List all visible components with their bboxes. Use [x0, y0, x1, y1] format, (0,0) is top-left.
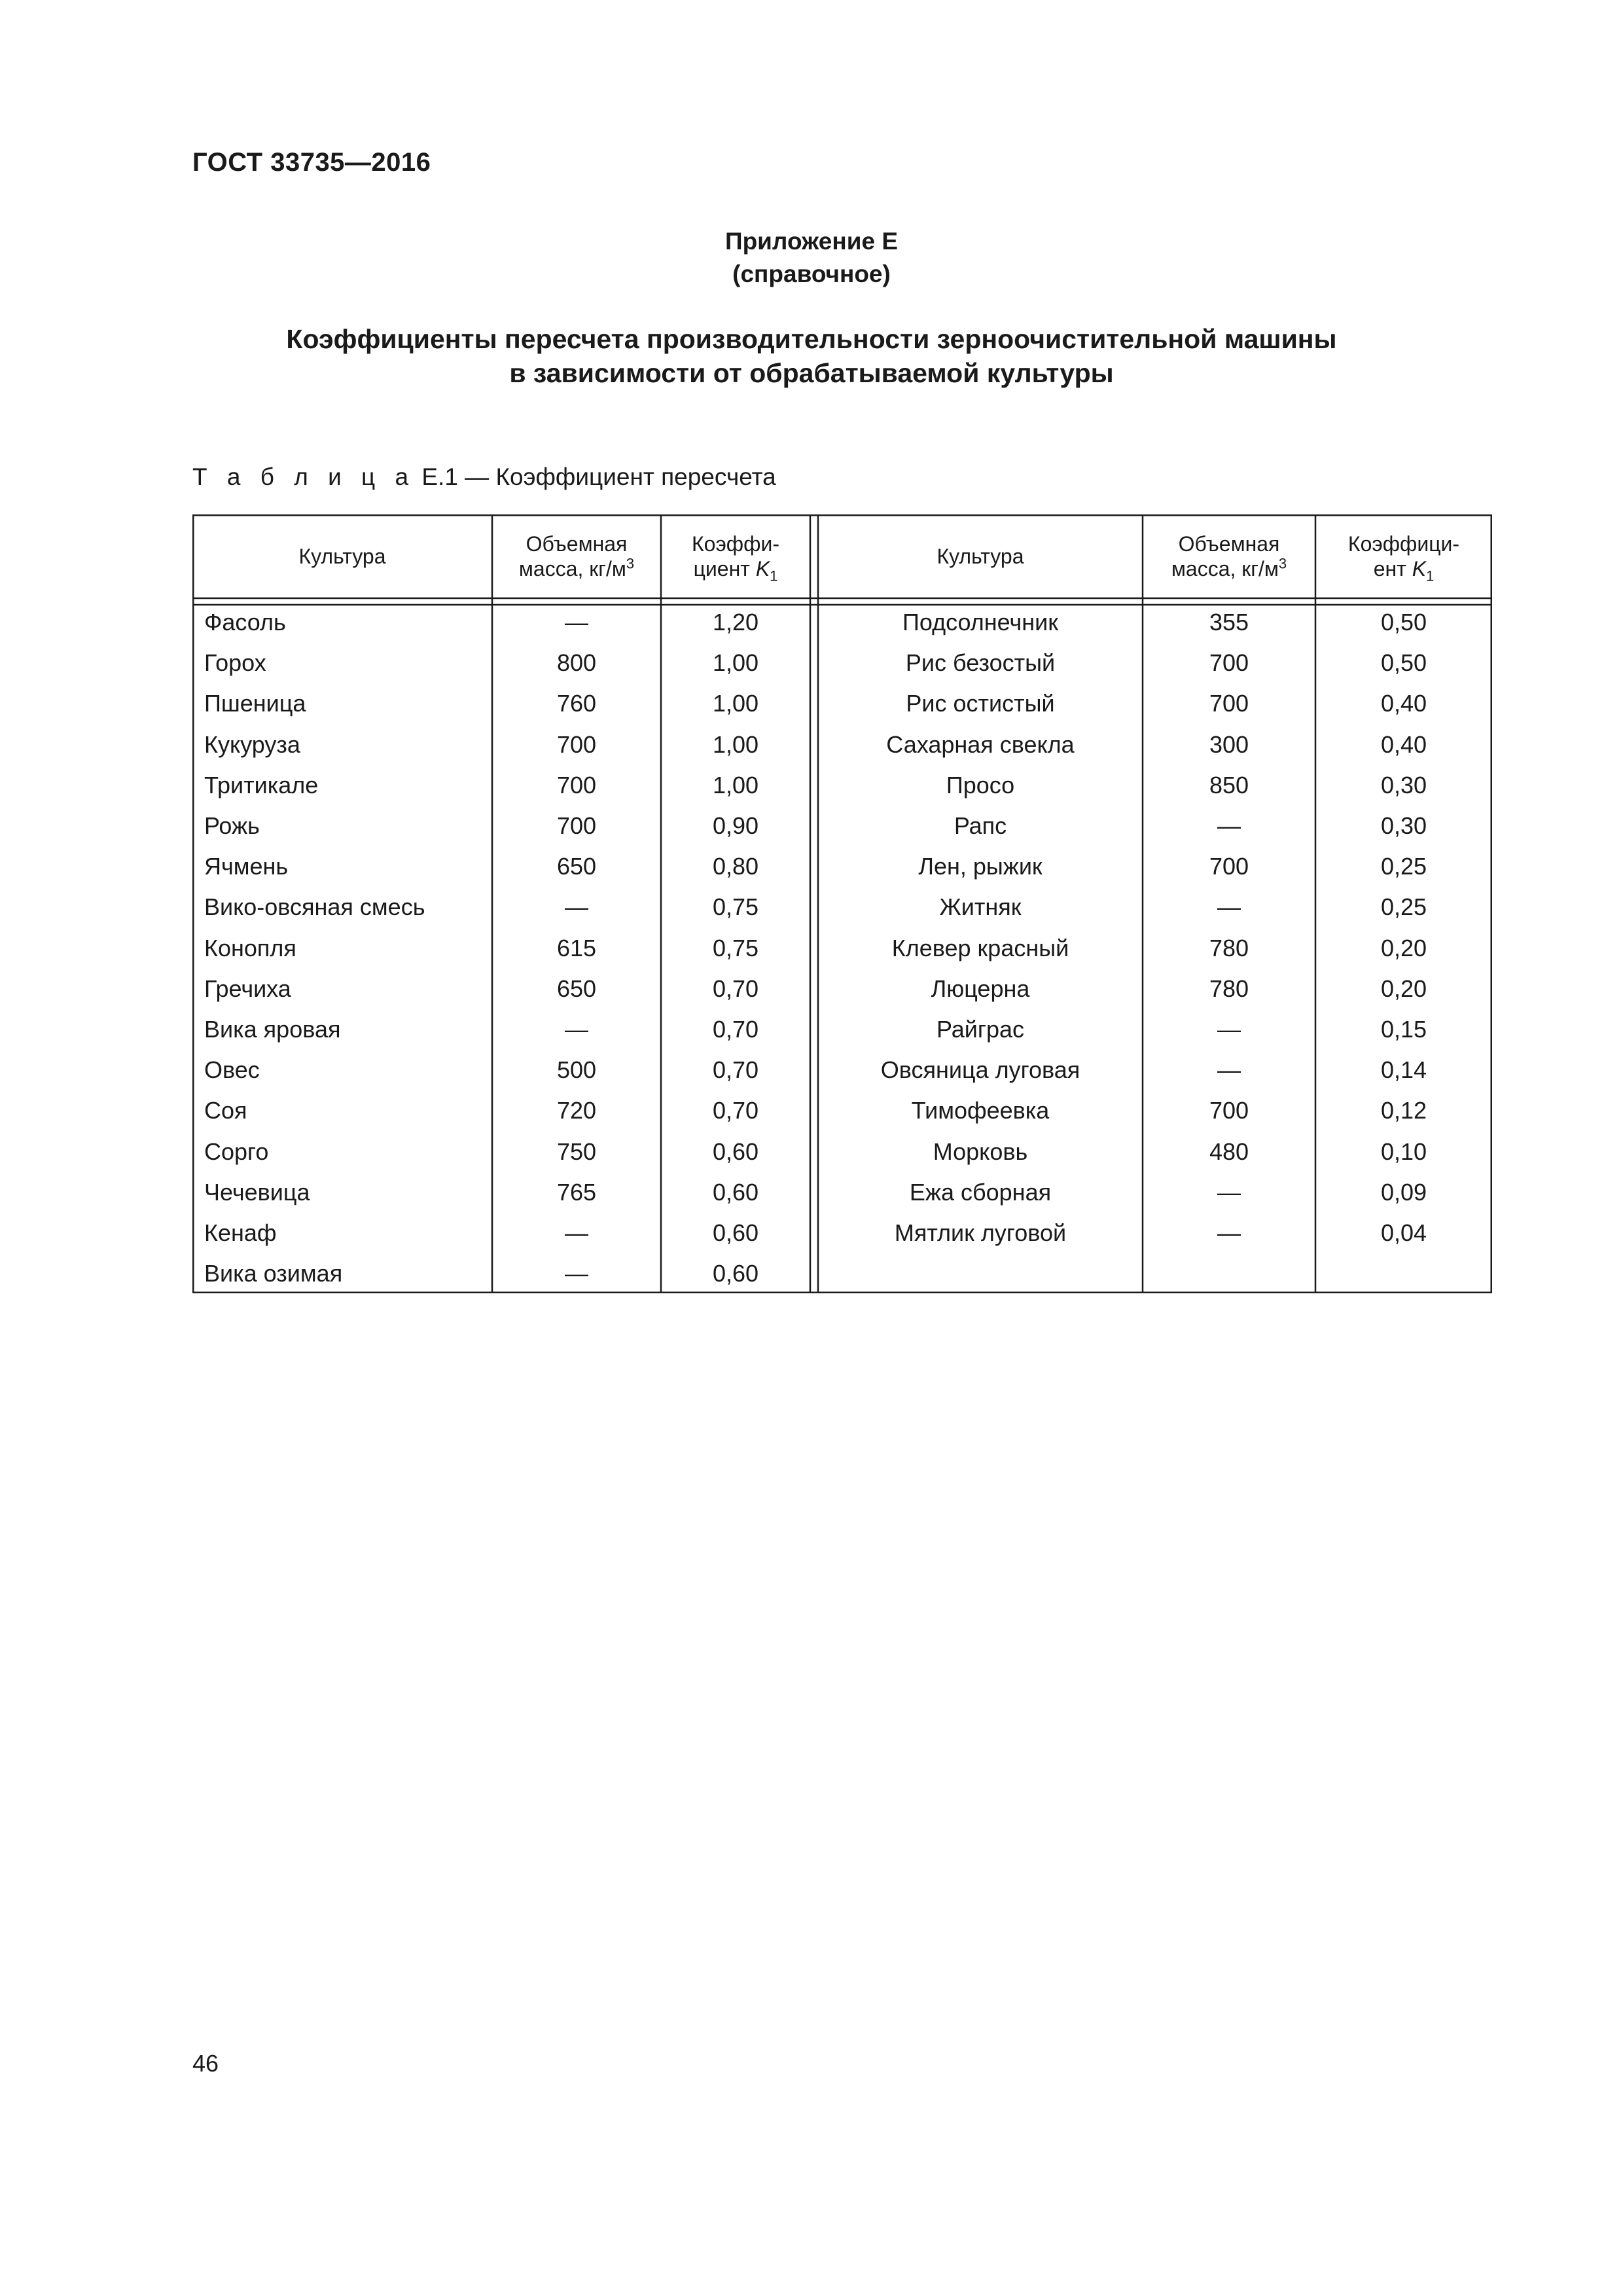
right-row-4-coef: 0,40 [1380, 730, 1427, 758]
left-row-11-density: — [565, 1016, 588, 1043]
right-row-10-coef: 0,20 [1380, 975, 1427, 1002]
right-row-4-density: 300 [1209, 730, 1249, 758]
right-row-16-density: — [1217, 1219, 1241, 1246]
right-row-11-coef: 0,15 [1380, 1016, 1427, 1043]
left-row-2-density: 800 [556, 649, 597, 677]
right-row-15-coef: 0,09 [1380, 1178, 1427, 1206]
left-row-4-density: 700 [556, 730, 597, 758]
table-caption-prefix: Т а б л и ц а [192, 463, 416, 490]
appendix-title-line1: Коэффициенты пересчета производительности зерноочистительной машины [286, 324, 1337, 354]
left-row-1-crop: Фасоль [204, 609, 286, 636]
header-left-coef [661, 514, 810, 598]
left-row-6-crop: Рожь [204, 812, 260, 839]
header-left-density-line2-wrap [519, 556, 634, 581]
header-right-density-line1: Объемная [1178, 532, 1280, 556]
right-row-3-crop: Рис остистый [906, 690, 1055, 717]
right-row-10-crop: Люцерна [931, 975, 1030, 1002]
header-left-density-line2: масса, кг/м [518, 557, 626, 581]
header-left-coef-line1: Коэффи- [692, 532, 779, 556]
right-row-2-density: 700 [1209, 649, 1249, 677]
header-left-crop [192, 514, 492, 598]
header-left-coef-line2-wrap [693, 556, 778, 584]
right-row-12-coef: 0,14 [1380, 1056, 1427, 1084]
left-row-14-density: 750 [556, 1138, 597, 1165]
left-row-7-coef: 0,80 [712, 853, 759, 880]
appendix-name: Приложение Е [724, 228, 899, 255]
header-right-coef-line2-wrap [1373, 556, 1435, 584]
right-row-4-crop: Сахарная свекла [886, 730, 1075, 758]
right-row-6-density: — [1217, 812, 1241, 839]
header-left-coef-line2: циент [693, 557, 756, 581]
left-row-13-coef: 0,70 [712, 1097, 759, 1124]
right-row-13-density: 700 [1209, 1097, 1249, 1124]
left-row-13-density: 720 [556, 1097, 597, 1124]
document-code: ГОСТ 33735—2016 [192, 148, 431, 177]
left-row-17-density: — [565, 1260, 588, 1287]
header-left-coef-sub: 1 [770, 567, 778, 584]
right-row-14-coef: 0,10 [1380, 1138, 1427, 1165]
header-left-density [492, 514, 661, 598]
appendix-status: (справочное) [732, 260, 891, 287]
left-row-17-coef: 0,60 [712, 1260, 759, 1287]
left-row-1-coef: 1,20 [712, 609, 759, 636]
left-row-10-coef: 0,70 [712, 975, 759, 1002]
right-row-1-crop: Подсолнечник [902, 609, 1058, 636]
left-row-8-crop: Вико-овсяная смесь [204, 893, 425, 921]
left-row-9-coef: 0,75 [712, 934, 759, 961]
header-right-coef-sub: 1 [1426, 567, 1435, 584]
right-row-1-coef: 0,50 [1380, 609, 1427, 636]
header-right-crop-label: Культура [936, 545, 1024, 568]
left-row-8-coef: 0,75 [712, 893, 759, 921]
left-row-3-coef: 1,00 [712, 690, 759, 717]
header-left-coef-symbol: K [755, 557, 770, 581]
left-row-5-crop: Тритикале [204, 771, 319, 798]
left-row-6-density: 700 [556, 812, 597, 839]
left-row-3-density: 760 [556, 690, 597, 717]
left-row-10-density: 650 [556, 975, 597, 1002]
left-row-14-crop: Сорго [204, 1138, 269, 1165]
right-row-5-density: 850 [1209, 771, 1249, 798]
right-row-11-density: — [1217, 1016, 1241, 1043]
coefficient-table [192, 514, 1492, 1293]
left-row-10-crop: Гречиха [204, 975, 291, 1002]
left-row-11-coef: 0,70 [712, 1016, 759, 1043]
header-right-coef-line1: Коэффици- [1347, 532, 1460, 556]
left-row-5-density: 700 [556, 771, 597, 798]
left-row-4-coef: 1,00 [712, 730, 759, 758]
left-row-15-coef: 0,60 [712, 1178, 759, 1206]
right-row-13-crop: Тимофеевка [911, 1097, 1050, 1124]
left-row-1-density: — [565, 609, 588, 636]
header-right-density-line2: масса, кг/м [1171, 557, 1279, 581]
left-row-8-density: — [565, 893, 588, 921]
appendix-title [0, 322, 1623, 390]
right-row-6-crop: Рапс [954, 812, 1007, 839]
header-left-density-sup: 3 [626, 555, 635, 572]
left-row-15-crop: Чечевица [204, 1178, 310, 1206]
header-left-crop-label: Культура [298, 545, 386, 568]
header-right-coef-symbol: K [1412, 557, 1427, 581]
header-right-crop [818, 514, 1143, 598]
left-row-12-density: 500 [556, 1056, 597, 1084]
left-row-11-crop: Вика яровая [204, 1016, 341, 1043]
left-row-5-coef: 1,00 [712, 771, 759, 798]
right-row-13-coef: 0,12 [1380, 1097, 1427, 1124]
left-row-9-density: 615 [556, 934, 597, 961]
left-row-13-crop: Соя [204, 1097, 247, 1124]
right-row-8-density: — [1217, 893, 1241, 921]
right-row-5-coef: 0,30 [1380, 771, 1427, 798]
right-row-10-density: 780 [1209, 975, 1249, 1002]
right-row-7-coef: 0,25 [1380, 853, 1427, 880]
left-row-9-crop: Конопля [204, 934, 296, 961]
right-row-16-coef: 0,04 [1380, 1219, 1427, 1246]
left-row-4-crop: Кукуруза [204, 730, 300, 758]
right-row-12-density: — [1217, 1056, 1241, 1084]
right-row-14-density: 480 [1209, 1138, 1249, 1165]
right-row-5-crop: Просо [946, 771, 1015, 798]
right-row-7-crop: Лен, рыжик [918, 853, 1043, 880]
left-row-7-crop: Ячмень [204, 853, 289, 880]
left-row-14-coef: 0,60 [712, 1138, 759, 1165]
left-row-2-crop: Горох [204, 649, 266, 677]
right-row-12-crop: Овсяница луговая [880, 1056, 1080, 1084]
right-row-8-crop: Житняк [939, 893, 1022, 921]
table-caption [192, 463, 776, 491]
right-row-3-coef: 0,40 [1380, 690, 1427, 717]
left-row-3-crop: Пшеница [204, 690, 306, 717]
right-row-16-crop: Мятлик луговой [894, 1219, 1067, 1246]
left-row-16-crop: Кенаф [204, 1219, 277, 1246]
right-row-2-crop: Рис безостый [905, 649, 1056, 677]
table-caption-text: Е.1 — Коэффициент пересчета [415, 463, 776, 490]
right-row-9-crop: Клевер красный [891, 934, 1069, 961]
right-row-2-coef: 0,50 [1380, 649, 1427, 677]
appendix-heading [0, 225, 1623, 291]
left-row-12-crop: Овес [204, 1056, 260, 1084]
header-right-coef-line2: ент [1373, 557, 1412, 581]
left-row-12-coef: 0,70 [712, 1056, 759, 1084]
left-row-7-density: 650 [556, 853, 597, 880]
left-row-17-crop: Вика озимая [204, 1260, 343, 1287]
appendix-title-line2: в зависимости от обрабатываемой культуры [509, 358, 1114, 388]
left-row-2-coef: 1,00 [712, 649, 759, 677]
right-row-15-density: — [1217, 1178, 1241, 1206]
page-number: 46 [192, 2050, 219, 2077]
header-right-coef [1315, 514, 1492, 598]
right-row-7-density: 700 [1209, 853, 1249, 880]
header-right-density [1143, 514, 1315, 598]
header-right-density-sup: 3 [1278, 555, 1287, 572]
left-row-6-coef: 0,90 [712, 812, 759, 839]
right-row-9-density: 780 [1209, 934, 1249, 961]
right-row-9-coef: 0,20 [1380, 934, 1427, 961]
right-row-15-crop: Ежа сборная [909, 1178, 1052, 1206]
right-row-14-crop: Морковь [933, 1138, 1028, 1165]
left-row-15-density: 765 [556, 1178, 597, 1206]
right-row-11-crop: Райграс [936, 1016, 1025, 1043]
right-row-3-density: 700 [1209, 690, 1249, 717]
left-row-16-coef: 0,60 [712, 1219, 759, 1246]
left-row-16-density: — [565, 1219, 588, 1246]
right-row-1-density: 355 [1209, 609, 1249, 636]
right-row-6-coef: 0,30 [1380, 812, 1427, 839]
header-left-density-line1: Объемная [526, 532, 628, 556]
right-row-8-coef: 0,25 [1380, 893, 1427, 921]
header-right-density-line2-wrap [1171, 556, 1287, 581]
